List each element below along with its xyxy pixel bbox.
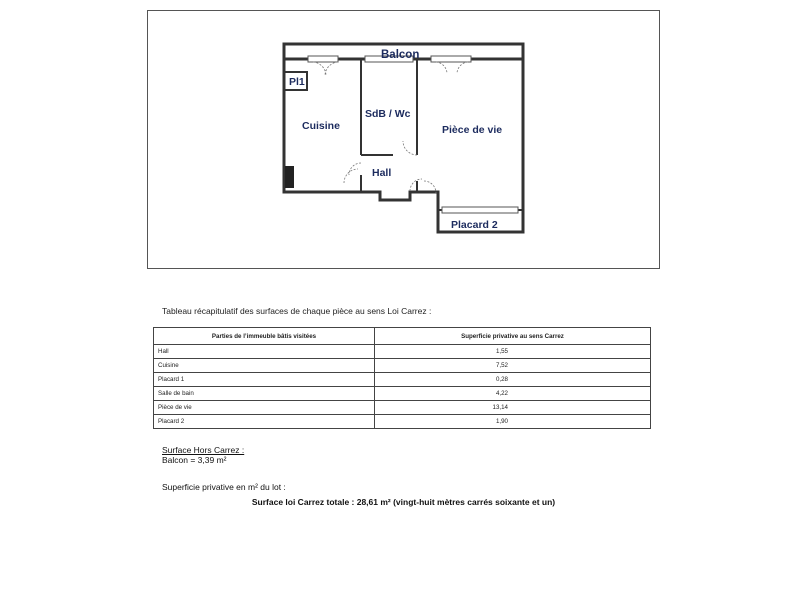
header-superficie: Superficie privative au sens Carrez	[375, 328, 651, 345]
row-name: Placard 2	[154, 415, 375, 429]
outer-walls	[284, 59, 523, 232]
row-name: Cuisine	[154, 359, 375, 373]
row-value: 1,90	[375, 415, 651, 429]
table-row	[154, 373, 651, 387]
hors-carrez-title: Surface Hors Carrez :	[162, 445, 245, 455]
row-value: 1,55	[375, 345, 651, 359]
table-header-row	[154, 328, 651, 345]
surface-table	[153, 327, 651, 429]
row-name: Placard 1	[154, 373, 375, 387]
total-surface-line	[0, 497, 800, 507]
row-value: 4,22	[375, 387, 651, 401]
row-value: 7,52	[375, 359, 651, 373]
table-row	[154, 387, 651, 401]
hors-carrez-balcon: Balcon = 3,39 m²	[162, 455, 227, 465]
privative-label: Superficie privative en m² du lot :	[162, 482, 286, 492]
table-intro: Tableau récapitulatif des surfaces de chaque pièce au sens Loi Carrez :	[162, 306, 432, 316]
room-label-balcon: Balcon	[381, 49, 420, 61]
row-name: Hall	[154, 345, 375, 359]
table-row	[154, 401, 651, 415]
room-label-piece-de-vie: Pièce de vie	[442, 124, 503, 136]
row-name: Salle de bain	[154, 387, 375, 401]
placard2-door	[442, 207, 518, 213]
floor-plan	[148, 11, 661, 270]
room-label-sdb: SdB / Wc	[365, 108, 411, 120]
floor-plan-frame	[147, 10, 660, 269]
room-label-placard1: Pl1	[289, 76, 305, 88]
row-value: 13,14	[375, 401, 651, 415]
header-parties: Parties de l’immeuble bâtis visitées	[154, 328, 375, 345]
row-value: 0,28	[375, 373, 651, 387]
total-surface-text: Surface loi Carrez totale : 28,61 m² (vingt-huit mètres carrés soixante et un)	[251, 497, 556, 507]
table-row	[154, 359, 651, 373]
row-name: Pièce de vie	[154, 401, 375, 415]
table-row	[154, 415, 651, 429]
room-label-placard2: Placard 2	[451, 219, 498, 231]
room-label-cuisine: Cuisine	[302, 120, 340, 132]
room-label-hall: Hall	[372, 167, 392, 179]
radiator	[285, 166, 294, 188]
table-row	[154, 345, 651, 359]
